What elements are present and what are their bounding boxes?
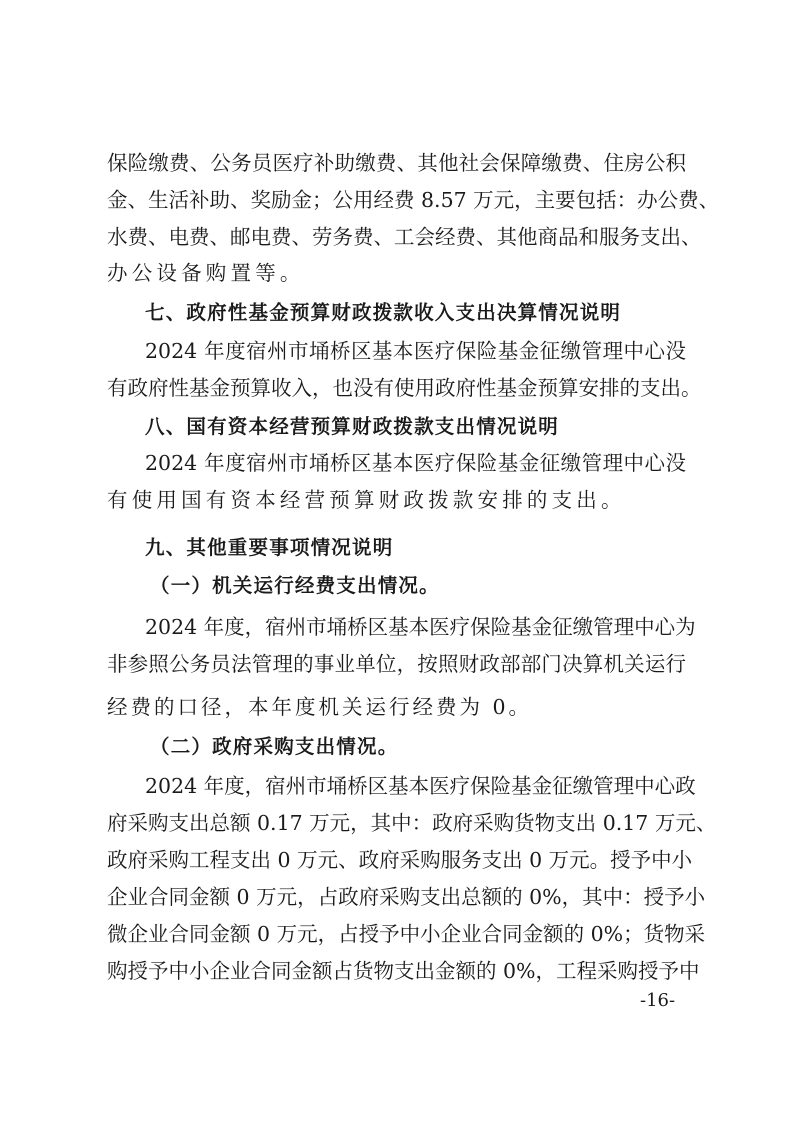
body-text-line: 企业合同金额 0 万元，占政府采购支出总额的 0%，其中：授予小 [107, 885, 706, 909]
body-text-line: 2024 年度宿州市埇桥区基本医疗保险基金征缴管理中心没 [145, 451, 686, 475]
section-heading-8: 八、国有资本经营预算财政拨款支出情况说明 [145, 415, 560, 438]
body-text-line: 金、生活补助、奖励金；公用经费 8.57 万元，主要包括：办公费、 [107, 188, 720, 212]
body-text-line: 有政府性基金预算收入，也没有使用政府性基金预算安排的支出。 [107, 376, 702, 400]
body-text-line: 购授予中小企业合同金额占货物支出金额的 0%，工程采购授予中 [107, 959, 700, 983]
body-text-line: 2024 年度，宿州市埇桥区基本医疗保险基金征缴管理中心政 [145, 774, 696, 798]
body-text-line: 办公设备购置等。 [107, 261, 305, 285]
body-text-line: 2024 年度，宿州市埇桥区基本医疗保险基金征缴管理中心为 [145, 615, 696, 639]
body-text-line: 经费的口径，本年度机关运行经费为 0。 [107, 695, 533, 719]
body-text-line: 府采购支出总额 0.17 万元，其中：政府采购货物支出 0.17 万元、 [107, 811, 717, 835]
page-number: -16- [640, 990, 676, 1011]
subsection-heading-2: （二）政府采购支出情况。 [150, 735, 399, 758]
section-heading-7: 七、政府性基金预算财政拨款收入支出决算情况说明 [145, 301, 622, 324]
body-text-line: 有使用国有资本经营预算财政拨款安排的支出。 [107, 488, 626, 512]
body-text-line: 微企业合同金额 0 万元，占授予中小企业合同金额的 0%；货物采 [107, 922, 706, 946]
body-text-line: 政府采购工程支出 0 万元、政府采购服务支出 0 万元。授予中小 [107, 848, 693, 872]
body-text-line: 非参照公务员法管理的事业单位，按照财政部部门决算机关运行 [107, 652, 686, 676]
body-text-line: 2024 年度宿州市埇桥区基本医疗保险基金征缴管理中心没 [145, 339, 686, 363]
body-text-line: 保险缴费、公务员医疗补助缴费、其他社会保障缴费、住房公积 [107, 151, 686, 175]
section-heading-9: 九、其他重要事项情况说明 [145, 536, 394, 559]
body-text-line: 水费、电费、邮电费、劳务费、工会经费、其他商品和服务支出、 [107, 225, 702, 249]
subsection-heading-1: （一）机关运行经费支出情况。 [150, 574, 440, 597]
